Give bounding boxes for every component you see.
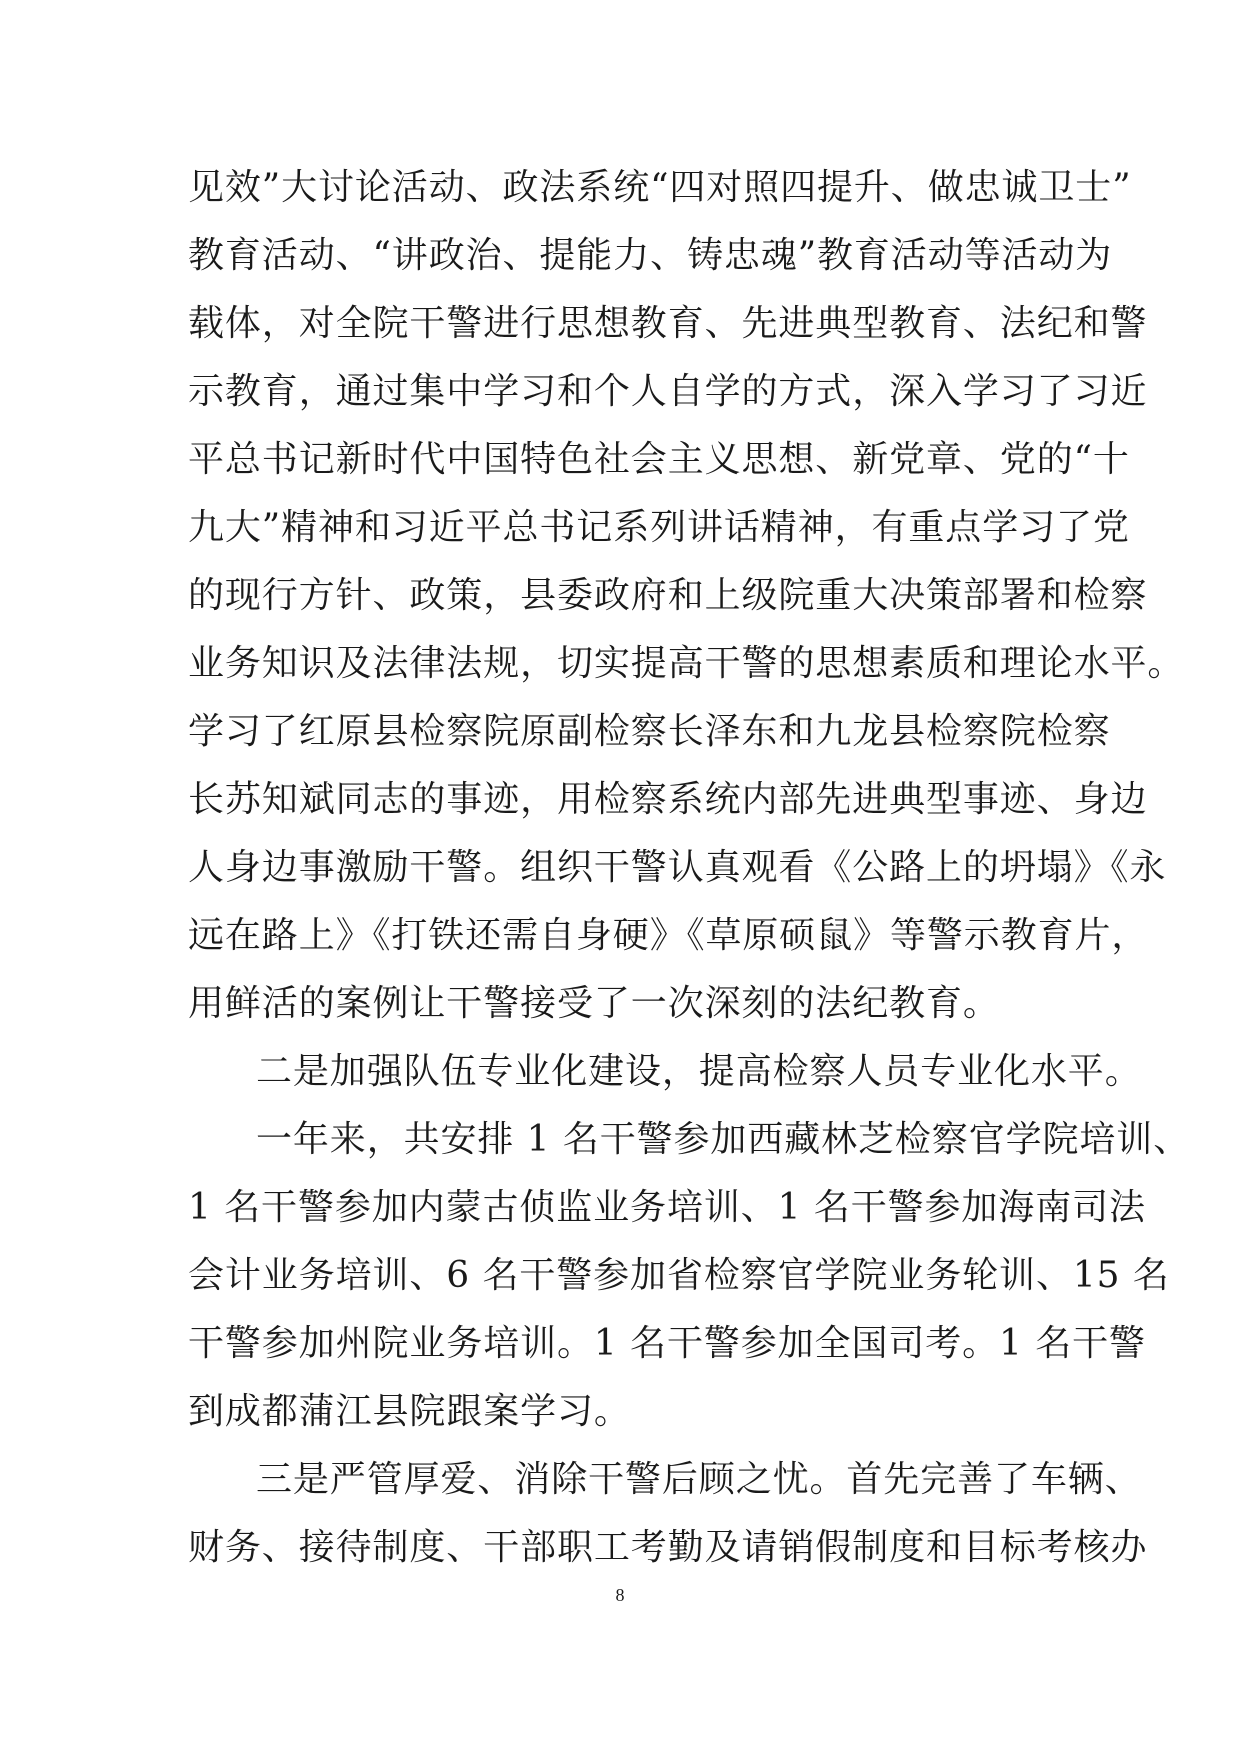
text-line: 远在路上》《打铁还需自身硬》《草原硕鼠》等警示教育片， [188, 915, 1149, 956]
text-line: 会计业务培训、6 名干警参加省检察官学院业务轮训、15 名 [188, 1255, 1170, 1296]
text-line: 示教育，通过集中学习和个人自学的方式，深入学习了习近 [188, 371, 1148, 412]
text-line: 教育活动、“讲政治、提能力、铸忠魂”教育活动等活动为 [188, 235, 1113, 276]
paragraph-heading: 三是严管厚爱、消除干警后顾之忧。首先完善了车辆、 [256, 1459, 1142, 1500]
text-line: 见效”大讨论活动、政法系统“四对照四提升、做忠诚卫士” [188, 167, 1132, 208]
text-line: 一年来，共安排 1 名干警参加西藏林芝检察官学院培训、 [256, 1119, 1191, 1160]
text-line: 学习了红原县检察院原副检察长泽东和九龙县检察院检察 [188, 711, 1111, 752]
text-line: 平总书记新时代中国特色社会主义思想、新党章、党的“十 [188, 439, 1130, 480]
text-line: 到成都蒲江县院跟案学习。 [188, 1391, 631, 1432]
text-line: 长苏知斌同志的事迹，用检察系统内部先进典型事迹、身边 [188, 779, 1148, 820]
text-line: 载体，对全院干警进行思想教育、先进典型教育、法纪和警 [188, 303, 1148, 344]
text-line: 财务、接待制度、干部职工考勤及请销假制度和目标考核办 [188, 1527, 1148, 1568]
text-line: 的现行方针、政策，县委政府和上级院重大决策部署和检察 [188, 575, 1148, 616]
paragraph-heading: 二是加强队伍专业化建设，提高检察人员专业化水平。 [256, 1051, 1142, 1092]
page-number: 8 [615, 1585, 625, 1605]
text-line: 干警参加州院业务培训。1 名干警参加全国司考。1 名干警 [188, 1323, 1146, 1364]
text-line: 用鲜活的案例让干警接受了一次深刻的法纪教育。 [188, 983, 1000, 1024]
text-line: 九大”精神和习近平总书记系列讲话精神，有重点学习了党 [188, 507, 1130, 548]
text-line: 人身边事激励干警。组织干警认真观看《公路上的坍塌》《永 [188, 847, 1167, 888]
text-line: 1 名干警参加内蒙古侦监业务培训、1 名干警参加海南司法 [188, 1187, 1146, 1228]
text-line: 业务知识及法律法规，切实提高干警的思想素质和理论水平。 [188, 643, 1185, 684]
